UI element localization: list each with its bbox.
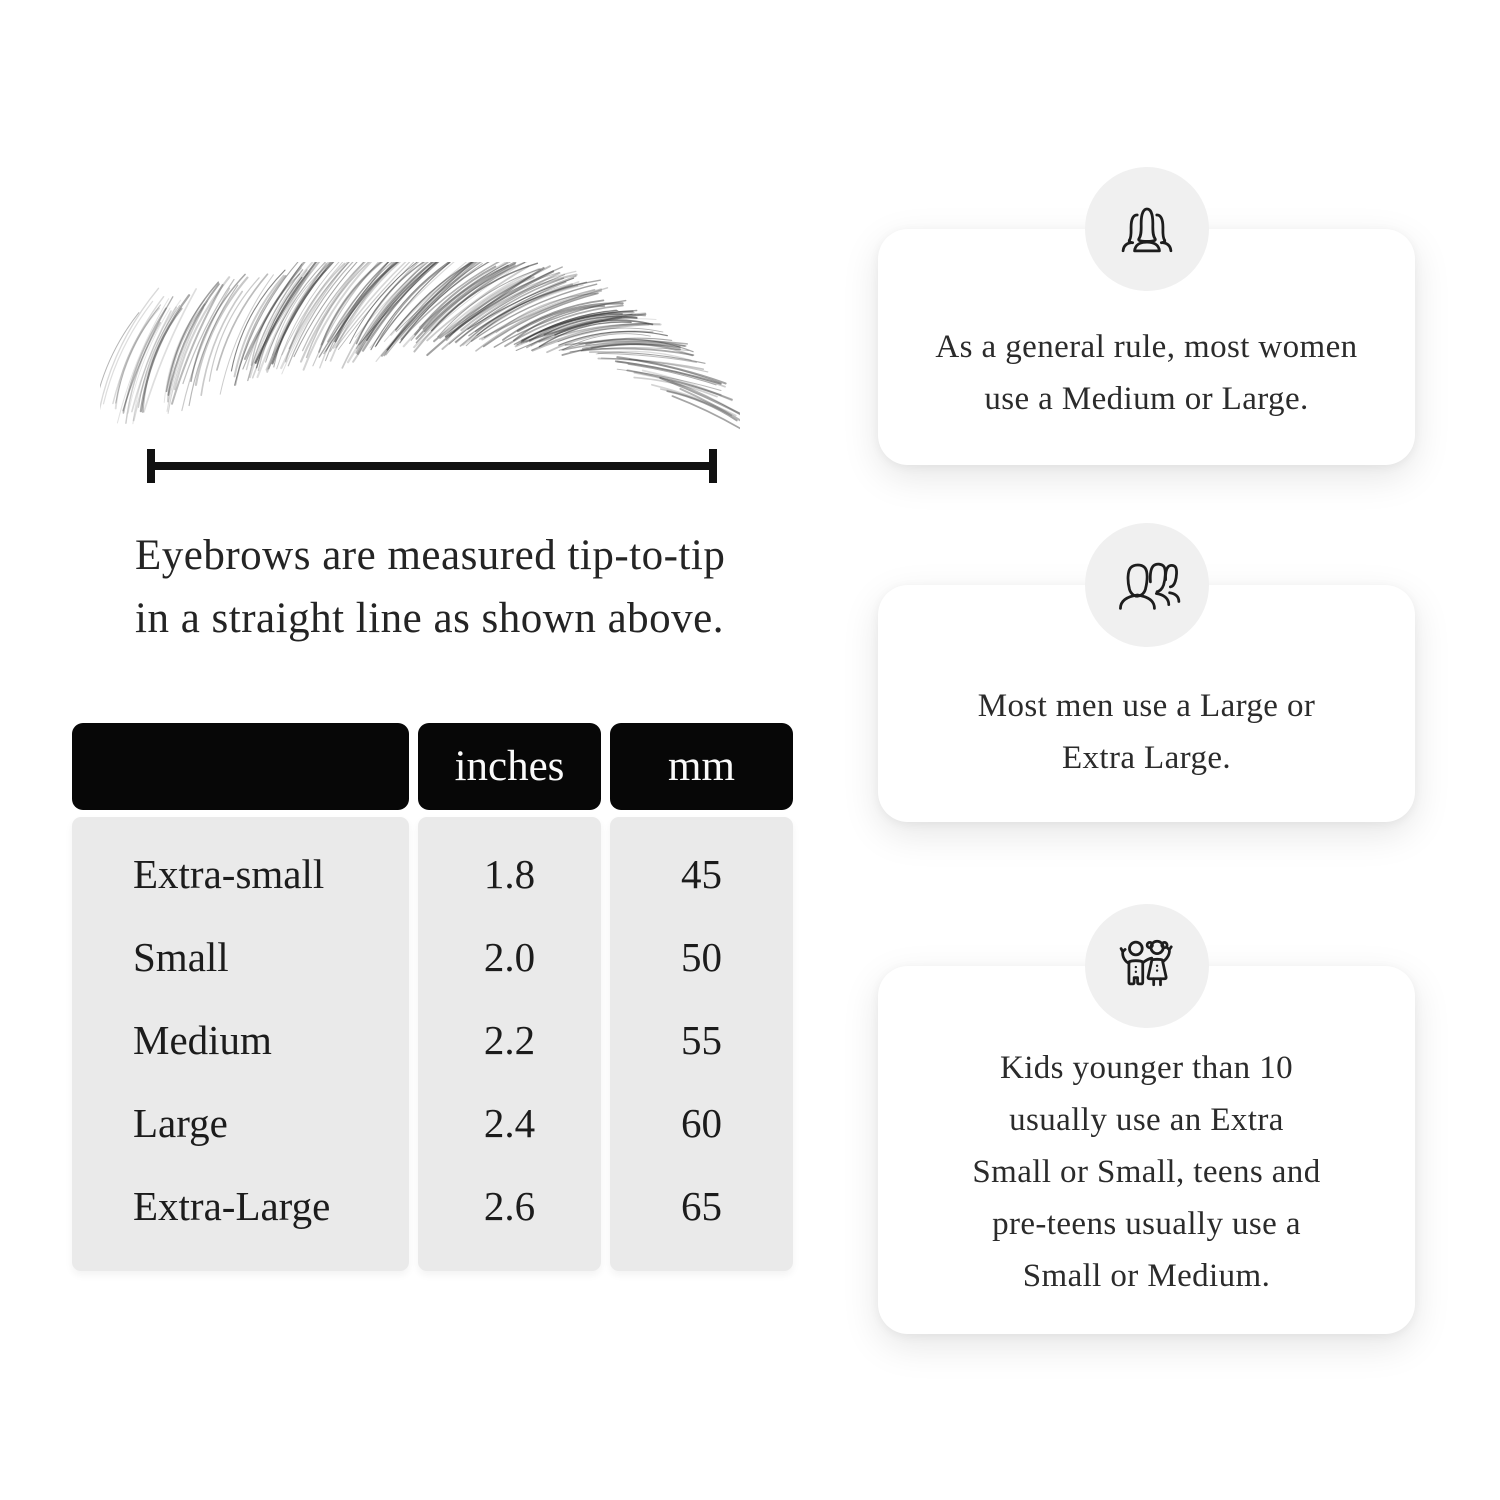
card-text-line: Extra Large. — [1061, 739, 1232, 776]
table-header-mm: mm — [610, 723, 793, 810]
card-men-text — [978, 680, 1316, 784]
measurement-line — [147, 449, 717, 483]
men-group-icon — [1085, 523, 1209, 647]
card-text-line: pre-teens usually use a — [992, 1206, 1301, 1242]
card-women — [878, 229, 1415, 465]
women-group-icon — [1085, 167, 1209, 291]
table-cell-mm: 50 — [681, 934, 722, 981]
table-row-label: Extra-Large — [133, 1182, 331, 1229]
card-text-line: Kids younger than 10 — [999, 1050, 1294, 1086]
card-text-line: use a Medium or Large. — [984, 381, 1309, 417]
table-column-labels — [72, 817, 409, 1271]
table-cell-inches: 1.8 — [483, 851, 536, 898]
table-row-label: Small — [133, 934, 229, 981]
table-column-mm — [610, 817, 793, 1271]
table-cell-inches: 2.0 — [483, 934, 536, 981]
table-header-sizes — [72, 723, 409, 810]
table-cell-mm: 65 — [681, 1182, 722, 1229]
table-header-inches: inches — [418, 723, 601, 810]
size-table — [72, 723, 793, 1271]
card-text-line: Small or Small, teens and — [972, 1154, 1321, 1190]
card-men — [878, 585, 1415, 822]
measurement-end-cap-right — [709, 449, 717, 483]
card-women-text — [935, 321, 1357, 425]
table-row-label: Medium — [133, 1016, 272, 1063]
caption-line: in a straight line as shown above. — [135, 595, 725, 642]
table-cell-inches: 2.2 — [483, 1016, 536, 1063]
table-cell-mm: 55 — [681, 1016, 722, 1063]
table-cell-inches: 2.4 — [483, 1099, 536, 1146]
kids-icon — [1085, 904, 1209, 1028]
card-text-line: Small or Medium. — [1022, 1258, 1271, 1294]
table-cell-mm: 60 — [681, 1099, 722, 1146]
card-text-line: Most men use a Large or — [977, 687, 1316, 724]
card-kids — [878, 966, 1415, 1334]
table-row-label: Extra-small — [133, 851, 325, 898]
table-cell-mm: 45 — [681, 851, 722, 898]
card-kids-text — [972, 1042, 1320, 1302]
table-cell-inches: 2.6 — [483, 1182, 536, 1229]
table-column-inches — [418, 817, 601, 1271]
caption-line: Eyebrows are measured tip-to-tip — [135, 532, 726, 579]
table-row-label: Large — [133, 1099, 228, 1146]
card-text-line: usually use an Extra — [1009, 1102, 1284, 1138]
measurement-bar — [147, 462, 717, 470]
card-text-line: As a general rule, most women — [935, 329, 1358, 365]
eyebrow-illustration — [100, 262, 740, 442]
measurement-caption — [135, 524, 725, 650]
